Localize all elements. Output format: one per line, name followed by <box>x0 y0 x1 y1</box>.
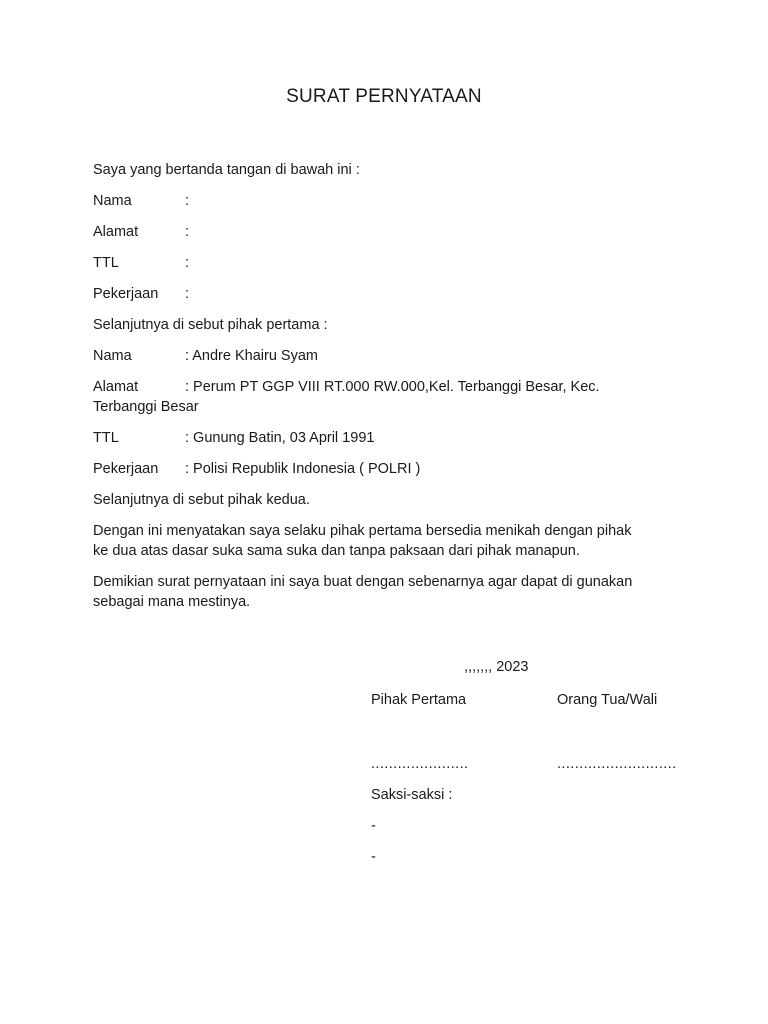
party-one-signature-line: ...................... <box>371 756 469 772</box>
party-two-signature-line: ........................... <box>557 756 677 772</box>
field-value: : Andre Khairu Syam <box>185 348 318 364</box>
field-row-alamat-1 <box>93 222 683 242</box>
witness-entry: - <box>371 849 376 865</box>
field-label: TTL <box>93 430 119 446</box>
paragraph-line: Dengan ini menyatakan saya selaku pihak pertama bersedia menikah dengan pihak <box>93 523 632 539</box>
field-label: Pekerjaan <box>93 286 159 302</box>
field-label: Nama <box>93 348 132 364</box>
field-row-alamat-2 <box>93 377 683 417</box>
paragraph-line: sebagai mana mestinya. <box>93 594 251 610</box>
field-label: Pekerjaan <box>93 461 159 477</box>
field-row-nama-2 <box>93 346 683 366</box>
paragraph-line: ke dua atas dasar suka sama suka dan tanpa paksaan dari pihak manapun. <box>93 543 580 559</box>
document-title: SURAT PERNYATAAN <box>286 86 482 107</box>
field-label: Alamat <box>93 224 139 240</box>
paragraph-line: Demikian surat pernyataan ini saya buat dengan sebenarnya agar dapat di gunakan <box>93 574 633 590</box>
field-value-continued: Terbanggi Besar <box>93 399 199 415</box>
witness-row-1 <box>371 818 681 834</box>
signature-party-labels <box>371 692 681 708</box>
signature-lines <box>371 756 681 772</box>
intro-text: Saya yang bertanda tangan di bawah ini : <box>93 162 360 178</box>
witness-label-row <box>371 787 681 803</box>
signature-date: ,,,,,,, 2023 <box>464 659 529 675</box>
field-label: TTL <box>93 255 119 271</box>
party-one-label: Pihak Pertama <box>371 692 467 708</box>
statement-paragraph <box>93 521 683 561</box>
field-value: : <box>185 193 190 209</box>
first-party-note: Selanjutnya di sebut pihak pertama : <box>93 317 328 333</box>
field-label: Alamat <box>93 379 139 395</box>
field-row-pekerjaan-2 <box>93 459 683 479</box>
witness-entry: - <box>371 818 376 834</box>
witness-label: Saksi-saksi : <box>371 787 453 803</box>
field-row-ttl-2 <box>93 428 683 448</box>
field-value: : <box>185 286 190 302</box>
field-label: Nama <box>93 193 132 209</box>
party-two-label: Orang Tua/Wali <box>557 692 658 708</box>
witness-row-2 <box>371 849 681 865</box>
second-party-note: Selanjutnya di sebut pihak kedua. <box>93 492 310 508</box>
field-value: : Perum PT GGP VIII RT.000 RW.000,Kel. Terbanggi Besar, Kec. <box>185 379 600 395</box>
field-row-ttl-1 <box>93 253 683 273</box>
field-value: : Gunung Batin, 03 April 1991 <box>185 430 375 446</box>
field-value: : <box>185 224 190 240</box>
field-row-pekerjaan-1 <box>93 284 683 304</box>
closing-paragraph <box>93 572 683 612</box>
document-body <box>93 160 683 623</box>
field-value: : Polisi Republik Indonesia ( POLRI ) <box>185 461 421 477</box>
field-row-nama-1 <box>93 191 683 211</box>
field-value: : <box>185 255 190 271</box>
